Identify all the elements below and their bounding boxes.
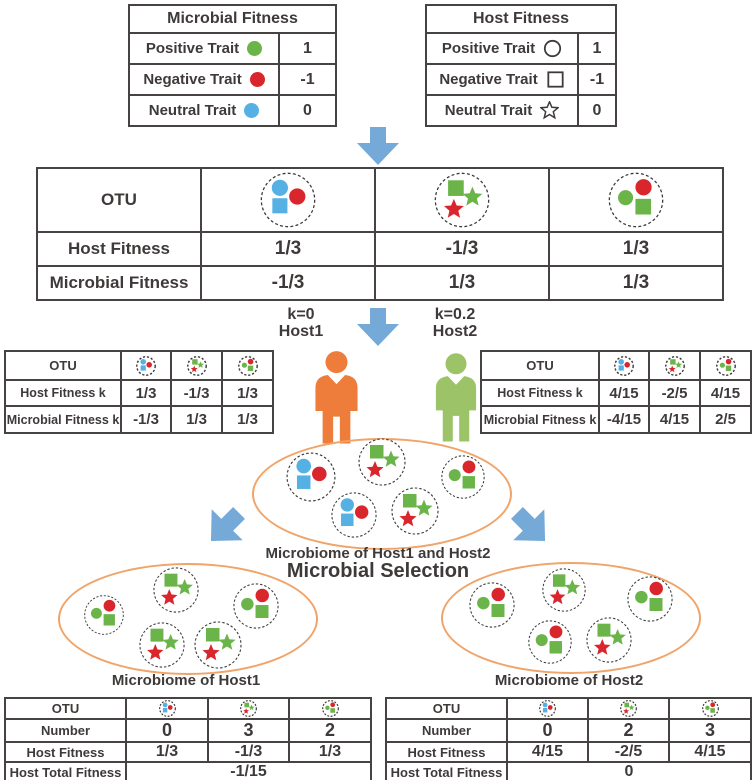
host-fitness-cell: 4/15 [507, 742, 588, 762]
host2-person-icon [424, 350, 488, 447]
otu2-icon [433, 171, 491, 229]
otu-header: OTU [5, 698, 126, 719]
red-circle-icon [250, 72, 265, 87]
legend-label: Negative Trait [143, 71, 242, 88]
host1-person-icon [303, 350, 370, 447]
microbial-fitness-cell: -1/3 [201, 266, 375, 300]
host2-microbiome-ellipse [441, 562, 701, 674]
host-total-fitness-label: Host Total Fitness [5, 762, 126, 780]
number-cell: 0 [507, 719, 588, 742]
otu3-mini-icon [716, 356, 736, 376]
number-cell: 3 [669, 719, 751, 742]
otu-header: OTU [5, 351, 121, 380]
legend-label: Negative Trait [439, 71, 538, 88]
host1-k-label [259, 306, 343, 340]
host1-result-table [4, 697, 372, 780]
value-cell: -1/3 [171, 380, 222, 406]
host-total-fitness-label: Host Total Fitness [386, 762, 507, 780]
host-fitness-label: Host Fitness [386, 742, 507, 762]
host-fitness-cell: 1/3 [201, 232, 375, 266]
host1-fitness-table [4, 350, 274, 434]
host-total-fitness-cell: -1/15 [126, 762, 371, 780]
number-cell: 0 [126, 719, 208, 742]
main-otu-table [36, 167, 724, 301]
legend-value: -1 [578, 64, 616, 95]
host2-name: Host2 [432, 323, 478, 340]
main-table-otu-header: OTU [37, 168, 201, 232]
green-circle-icon [247, 41, 262, 56]
value-cell: 4/15 [700, 380, 751, 406]
host1-microbiome-caption: Microbiome of Host1 [111, 672, 261, 689]
number-cell: 3 [208, 719, 289, 742]
star-outline-icon [540, 101, 559, 120]
host-fitness-cell: -1/3 [208, 742, 289, 762]
host-fitness-cell: 4/15 [669, 742, 751, 762]
legend-value: 1 [578, 33, 616, 64]
otu-header: OTU [386, 698, 507, 719]
host-fitness-cell: 1/3 [126, 742, 208, 762]
legend-label: Neutral Trait [444, 102, 533, 119]
central-microbiome-ellipse [252, 438, 512, 550]
host2-k-label [413, 306, 497, 340]
host2-result-table [385, 697, 752, 780]
microbial-fitness-cell: 1/3 [549, 266, 723, 300]
value-cell: 2/5 [700, 406, 751, 433]
value-cell: -1/3 [121, 406, 171, 433]
legend-microbial-table [128, 4, 337, 127]
legend-host-table [425, 4, 617, 127]
value-cell: 4/15 [599, 380, 649, 406]
microbial-fitness-k-label: Microbial Fitness k [481, 406, 599, 433]
otu1-mini-icon [136, 356, 156, 376]
otu2-mini-icon [620, 700, 637, 717]
otu1-mini-icon [539, 700, 556, 717]
value-cell: 1/3 [121, 380, 171, 406]
main-table-microbial-fitness-label: Microbial Fitness [37, 266, 201, 300]
host1-k-value: k=0 [287, 306, 315, 323]
value-cell: -2/5 [649, 380, 700, 406]
host-fitness-label: Host Fitness [5, 742, 126, 762]
circle-outline-icon [543, 39, 562, 58]
otu2-mini-icon [665, 356, 685, 376]
value-cell: -4/15 [599, 406, 649, 433]
microbial-fitness-k-label: Microbial Fitness k [5, 406, 121, 433]
down-arrow-icon [356, 126, 400, 166]
legend-label: Positive Trait [145, 40, 240, 57]
value-cell: 1/3 [222, 406, 273, 433]
otu3-mini-icon [238, 356, 258, 376]
otu2-mini-icon [187, 356, 207, 376]
host-fitness-cell: 1/3 [549, 232, 723, 266]
host2-fitness-table [480, 350, 752, 434]
number-cell: 2 [289, 719, 371, 742]
legend-label: Neutral Trait [148, 102, 237, 119]
value-cell: 4/15 [649, 406, 700, 433]
microbial-fitness-cell: 1/3 [375, 266, 549, 300]
central-microbiome-caption: Microbiome of Host1 and Host2 [265, 545, 491, 562]
microbial-selection-title: Microbial Selection [286, 560, 470, 582]
main-table-host-fitness-label: Host Fitness [37, 232, 201, 266]
host-total-fitness-cell: 0 [507, 762, 751, 780]
number-label: Number [5, 719, 126, 742]
otu1-mini-icon [614, 356, 634, 376]
otu-header: OTU [481, 351, 599, 380]
down-arrow-icon [356, 307, 400, 347]
legend-value: 1 [279, 33, 336, 64]
host1-name: Host1 [278, 323, 324, 340]
host-fitness-cell: -2/5 [588, 742, 669, 762]
value-cell: 1/3 [171, 406, 222, 433]
otu2-mini-icon [240, 700, 257, 717]
host-fitness-k-label: Host Fitness k [5, 380, 121, 406]
host-fitness-cell: 1/3 [289, 742, 371, 762]
otu3-icon [607, 171, 665, 229]
host-fitness-cell: -1/3 [375, 232, 549, 266]
value-cell: 1/3 [222, 380, 273, 406]
host1-microbiome-ellipse [58, 563, 318, 675]
legend-microbial-title: Microbial Fitness [129, 5, 336, 33]
host2-k-value: k=0.2 [434, 306, 476, 323]
legend-host-title: Host Fitness [426, 5, 616, 33]
square-outline-icon [546, 70, 565, 89]
legend-label: Positive Trait [441, 40, 536, 57]
legend-value: 0 [578, 95, 616, 126]
host2-microbiome-caption: Microbiome of Host2 [494, 672, 644, 689]
number-label: Number [386, 719, 507, 742]
otu1-mini-icon [159, 700, 176, 717]
number-cell: 2 [588, 719, 669, 742]
otu3-mini-icon [702, 700, 719, 717]
otu3-mini-icon [322, 700, 339, 717]
host-fitness-k-label: Host Fitness k [481, 380, 599, 406]
legend-value: 0 [279, 95, 336, 126]
blue-circle-icon [244, 103, 259, 118]
legend-value: -1 [279, 64, 336, 95]
otu1-icon [259, 171, 317, 229]
